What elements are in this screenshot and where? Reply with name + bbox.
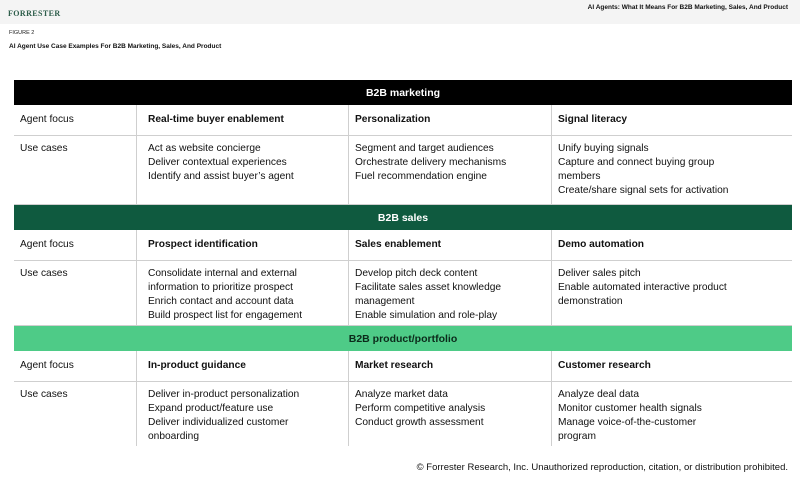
section-header-product: B2B product/portfolio [14, 326, 792, 351]
use-cases-row [14, 382, 792, 446]
copyright-footer: © Forrester Research, Inc. Unauthorized reproduction, citation, or distribution prohibited. [416, 462, 788, 473]
use-case-item: Conduct growth assessment [355, 417, 484, 428]
use-case-item: Act as website concierge [148, 143, 261, 154]
agent-focus-row [14, 105, 792, 136]
use-case-table [14, 80, 792, 446]
agent-focus-row [14, 230, 792, 261]
use-case-item: Develop pitch deck content [355, 268, 478, 279]
use-cases-row [14, 261, 792, 326]
use-case-item: Orchestrate delivery mechanisms [355, 157, 507, 168]
use-case-item: management [355, 296, 415, 307]
focus-cell: In-product guidance [136, 351, 348, 381]
use-cases-cell [551, 261, 754, 325]
section-header-marketing: B2B marketing [14, 80, 792, 105]
use-case-item: Unify buying signals [558, 143, 649, 154]
use-case-item: information to prioritize prospect [148, 282, 293, 293]
use-case-item: Identify and assist buyer’s agent [148, 171, 294, 182]
use-cases-cell [348, 136, 551, 204]
focus-cell: Personalization [348, 105, 551, 135]
use-case-item: Deliver in-product personalization [148, 389, 300, 400]
use-case-item: Consolidate internal and external [148, 268, 297, 279]
use-cases-cell [348, 382, 551, 446]
figure-label: FIGURE 2 [9, 30, 35, 36]
focus-cell: Sales enablement [348, 230, 551, 260]
use-case-item: Deliver individualized customer [148, 417, 289, 428]
use-case-item: Analyze market data [355, 389, 448, 400]
use-case-item: Capture and connect buying group [558, 157, 715, 168]
use-case-item: Deliver contextual experiences [148, 157, 287, 168]
use-case-item: Facilitate sales asset knowledge [355, 282, 502, 293]
use-cases-cell [551, 382, 754, 446]
row-label: Use cases [20, 268, 68, 279]
use-case-item: program [558, 431, 596, 442]
row-label: Agent focus [20, 239, 74, 250]
forrester-logo: FORRESTER [8, 9, 61, 18]
row-label: Agent focus [20, 114, 74, 125]
use-case-item: Build prospect list for engagement [148, 310, 303, 321]
use-case-item: Perform competitive analysis [355, 403, 486, 414]
focus-cell: Demo automation [551, 230, 754, 260]
use-case-item: Monitor customer health signals [558, 403, 702, 414]
use-cases-cell [348, 261, 551, 325]
section-header-sales: B2B sales [14, 205, 792, 230]
use-case-item: Segment and target audiences [355, 143, 494, 154]
use-cases-cell [551, 136, 754, 204]
use-case-item: Expand product/feature use [148, 403, 274, 414]
use-case-item: Enable simulation and role-play [355, 310, 498, 321]
use-case-item: Deliver sales pitch [558, 268, 641, 279]
use-case-item: Analyze deal data [558, 389, 639, 400]
focus-cell: Customer research [551, 351, 754, 381]
use-cases-row [14, 136, 792, 205]
use-case-item: onboarding [148, 431, 199, 442]
use-case-item: members [558, 171, 601, 182]
row-label: Use cases [20, 143, 68, 154]
use-case-item: Manage voice-of-the-customer [558, 417, 697, 428]
figure-caption: AI Agent Use Case Examples For B2B Marketing, Sales, And Product [9, 43, 222, 50]
focus-cell: Market research [348, 351, 551, 381]
use-case-item: demonstration [558, 296, 623, 307]
focus-cell: Signal literacy [551, 105, 754, 135]
focus-cell: Prospect identification [136, 230, 348, 260]
row-label: Agent focus [20, 360, 74, 371]
use-case-item: Create/share signal sets for activation [558, 185, 729, 196]
use-cases-cell [136, 382, 348, 446]
use-cases-cell [136, 261, 348, 325]
agent-focus-row [14, 351, 792, 382]
use-case-item: Enable automated interactive product [558, 282, 727, 293]
use-case-item: Enrich contact and account data [148, 296, 294, 307]
focus-cell: Real-time buyer enablement [136, 105, 348, 135]
use-cases-cell [136, 136, 348, 204]
top-bar [0, 0, 800, 24]
row-label: Use cases [20, 389, 68, 400]
document-title: AI Agents: What It Means For B2B Marketing, Sales, And Product [587, 4, 788, 11]
use-case-item: Fuel recommendation engine [355, 171, 487, 182]
